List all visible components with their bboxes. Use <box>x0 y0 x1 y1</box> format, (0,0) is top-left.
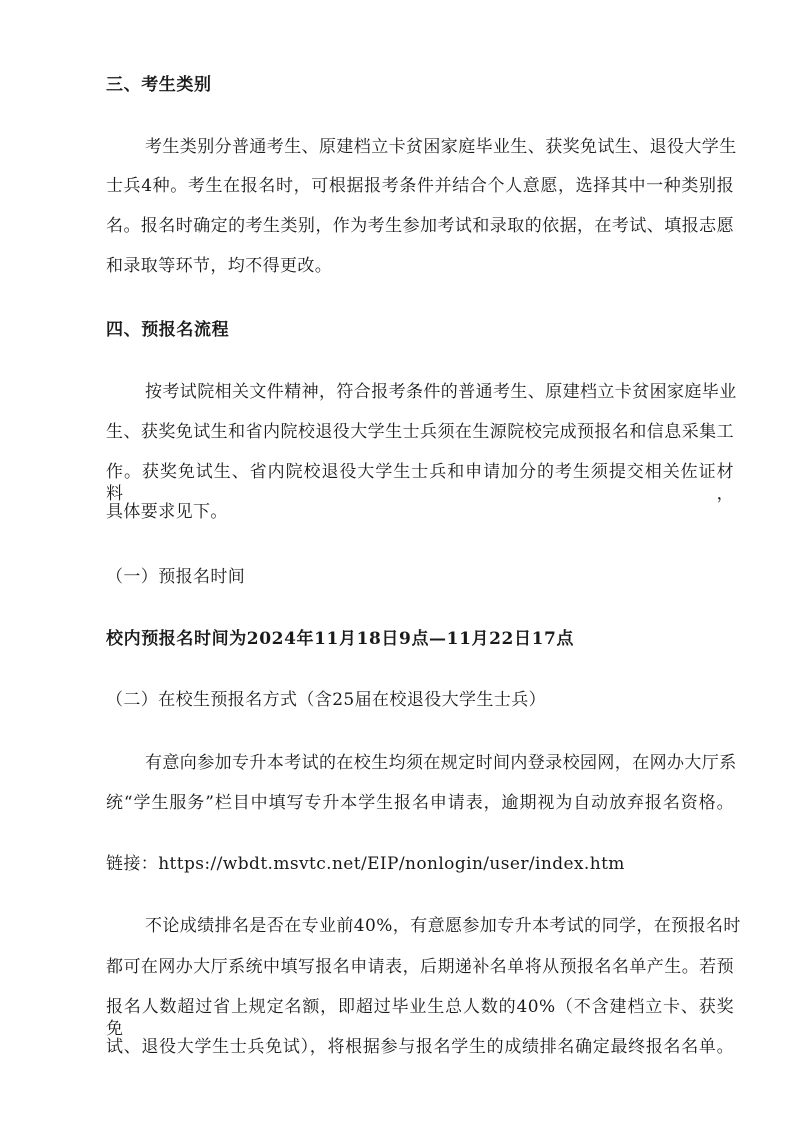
subsection-2-para2-line-4: 试、退役大学生士兵免试），将根据参与报名学生的成绩排名确定最终报名名单。 <box>106 1037 734 1057</box>
registration-link[interactable]: 链接：https://wbdt.msvtc.net/EIP/nonlogin/user/index.htm <box>106 854 625 874</box>
section-3-para-line-1: 考生类别分普通考生、原建档立卡贫困家庭毕业生、获奖免试生、退役大学生 <box>145 137 737 157</box>
subsection-2-para2-line-2: 都可在网办大厅系统中填写报名申请表，后期递补名单将从预报名名单产生。若预 <box>106 957 734 977</box>
subsection-2-para1-line-2: 统“学生服务”栏目中填写专升本学生报名申请表，逾期视为自动放弃报名资格。 <box>106 793 734 813</box>
section-4-heading: 四、预报名流程 <box>106 320 230 340</box>
section-3-para-line-4: 和录取等环节，均不得更改。 <box>106 256 333 276</box>
subsection-2-para2-line-3: 报名人数超过省上规定名额，即超过毕业生总人数的40%（不含建档立卡、获奖免 <box>106 997 734 1039</box>
subsection-1-heading: （一）预报名时间 <box>106 567 246 587</box>
subsection-2-heading: （二）在校生预报名方式（含25届在校退役大学生士兵） <box>106 690 547 710</box>
section-4-para-line-2: 生、获奖免试生和省内院校退役大学生士兵须在生源院校完成预报名和信息采集工 <box>106 422 734 442</box>
section-4-para-line-1: 按考试院相关文件精神，符合报考条件的普通考生、原建档立卡贫困家庭毕业 <box>145 382 737 402</box>
section-3-para-line-2: 士兵4种。考生在报名时，可根据报考条件并结合个人意愿，选择其中一种类别报 <box>106 176 734 196</box>
section-3-para-line-3: 名。报名时确定的考生类别，作为考生参加考试和录取的依据，在考试、填报志愿 <box>106 216 734 236</box>
section-3-heading: 三、考生类别 <box>106 75 212 95</box>
subsection-2-para1-line-1: 有意向参加专升本考试的在校生均须在规定时间内登录校园网，在网办大厅系 <box>145 753 737 773</box>
pre-registration-time: 校内预报名时间为2024年11月18日9点—11月22日17点 <box>106 629 575 649</box>
section-4-para-line-4: 具体要求见下。 <box>106 502 228 522</box>
section-4-para-line-3: 作。获奖免试生、省内院校退役大学生士兵和申请加分的考生须提交相关佐证材料， <box>106 462 734 504</box>
subsection-2-para2-line-1: 不论成绩排名是否在专业前40%，有意愿参加专升本考试的同学，在预报名时 <box>145 916 741 936</box>
